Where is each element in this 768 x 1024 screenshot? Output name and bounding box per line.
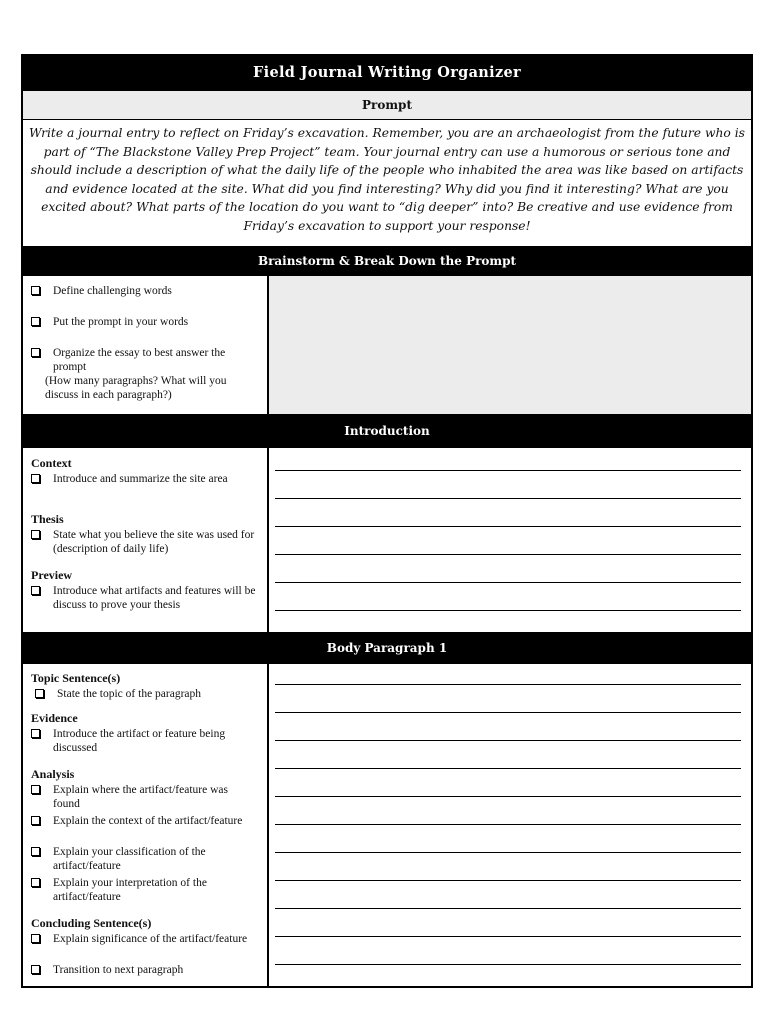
checkbox-icon[interactable] xyxy=(31,348,40,357)
checklist-item[interactable]: State what you believe the site was used for (description of daily life) xyxy=(31,528,257,556)
preview-heading: Preview xyxy=(31,568,73,582)
writing-line[interactable] xyxy=(275,880,741,881)
checklist-item[interactable]: Explain significance of the artifact/feature xyxy=(31,932,251,946)
brainstorm-checklist xyxy=(23,276,269,414)
writing-line[interactable] xyxy=(275,908,741,909)
writing-line[interactable] xyxy=(275,740,741,741)
checkbox-icon[interactable] xyxy=(31,816,40,825)
checkbox-icon[interactable] xyxy=(31,474,40,483)
body1-header xyxy=(23,632,751,664)
writing-line[interactable] xyxy=(275,684,741,685)
body1-guide xyxy=(23,664,269,986)
writing-line[interactable] xyxy=(275,852,741,853)
brainstorm-row xyxy=(23,276,751,414)
checkbox-icon[interactable] xyxy=(31,847,40,856)
writing-line[interactable] xyxy=(275,610,741,611)
checklist-item[interactable]: Define challenging words xyxy=(31,284,257,298)
introduction-header xyxy=(23,414,751,448)
introduction-header-label: Introduction xyxy=(344,424,430,438)
writing-line[interactable] xyxy=(275,824,741,825)
checklist-item[interactable]: Organize the essay to best answer the prompt (How many paragraphs? What will you discuss in each paragraph?) xyxy=(31,346,261,402)
checklist-item[interactable]: Explain your classification of the artifact/feature xyxy=(31,845,257,873)
writing-line[interactable] xyxy=(275,470,741,471)
title-bar xyxy=(23,56,751,90)
prompt-header-label: Prompt xyxy=(362,98,412,112)
checklist-item[interactable]: Explain your interpretation of the artifact/feature xyxy=(31,876,257,904)
prompt-header xyxy=(23,90,751,120)
checkbox-icon[interactable] xyxy=(31,878,40,887)
checkbox-icon[interactable] xyxy=(31,785,40,794)
writing-line[interactable] xyxy=(275,498,741,499)
writing-line[interactable] xyxy=(275,964,741,965)
analysis-heading: Analysis xyxy=(31,767,75,781)
thesis-heading: Thesis xyxy=(31,512,64,526)
checklist-item[interactable]: Introduce the artifact or feature being discussed xyxy=(31,727,253,755)
checklist-item[interactable]: Explain where the artifact/feature was found xyxy=(31,783,257,811)
checklist-item[interactable]: Put the prompt in your words xyxy=(31,315,257,329)
page-title: Field Journal Writing Organizer xyxy=(253,64,521,81)
checkbox-icon[interactable] xyxy=(31,729,40,738)
checkbox-icon[interactable] xyxy=(31,530,40,539)
checkbox-icon[interactable] xyxy=(31,965,40,974)
writing-line[interactable] xyxy=(275,796,741,797)
evidence-heading: Evidence xyxy=(31,711,78,725)
writing-line[interactable] xyxy=(275,582,741,583)
checklist-item[interactable]: Explain the context of the artifact/feature xyxy=(31,814,257,828)
body1-header-label: Body Paragraph 1 xyxy=(326,641,448,655)
writing-line[interactable] xyxy=(275,768,741,769)
checkbox-icon[interactable] xyxy=(31,317,40,326)
context-heading: Context xyxy=(31,456,72,470)
prompt-text: Write a journal entry to reflect on Friday’s excavation. Remember, you are an archaeologist from the future who is part of “The Blackstone Valley Prep Project” team. Your journal entry can use a humorous or serious tone and should include a description of what the daily life of the people who inhabited the area was like based on artifacts and evidence located at the site. What did you find interesting? Why did you find it interesting? What are you excited about? What parts of the location do you want to “dig deeper” into? Be creative and use evidence from Friday’s excavation to support your response! xyxy=(29,126,745,233)
organizer-sheet xyxy=(21,54,753,988)
checklist-item[interactable]: Introduce and summarize the site area xyxy=(31,472,253,486)
checkbox-icon[interactable] xyxy=(31,586,40,595)
introduction-row xyxy=(23,448,751,632)
concluding-heading: Concluding Sentence(s) xyxy=(31,916,152,930)
brainstorm-header-label: Brainstorm & Break Down the Prompt xyxy=(257,254,517,268)
checklist-item[interactable]: Transition to next paragraph xyxy=(31,963,257,977)
brainstorm-notes-area[interactable] xyxy=(269,276,751,414)
writing-line[interactable] xyxy=(275,526,741,527)
checkbox-icon[interactable] xyxy=(31,286,40,295)
checklist-note: (How many paragraphs? What will you discuss in each paragraph?) xyxy=(45,375,227,401)
checklist-item[interactable]: Introduce what artifacts and features will be discuss to prove your thesis xyxy=(31,584,261,612)
writing-line[interactable] xyxy=(275,936,741,937)
checkbox-icon[interactable] xyxy=(35,689,44,698)
topic-heading: Topic Sentence(s) xyxy=(31,671,121,685)
brainstorm-header xyxy=(23,246,751,276)
writing-line[interactable] xyxy=(275,712,741,713)
checklist-item[interactable]: State the topic of the paragraph xyxy=(31,687,257,701)
writing-line[interactable] xyxy=(275,554,741,555)
introduction-guide xyxy=(23,448,269,632)
introduction-writing-area[interactable] xyxy=(269,448,751,632)
checkbox-icon[interactable] xyxy=(31,934,40,943)
